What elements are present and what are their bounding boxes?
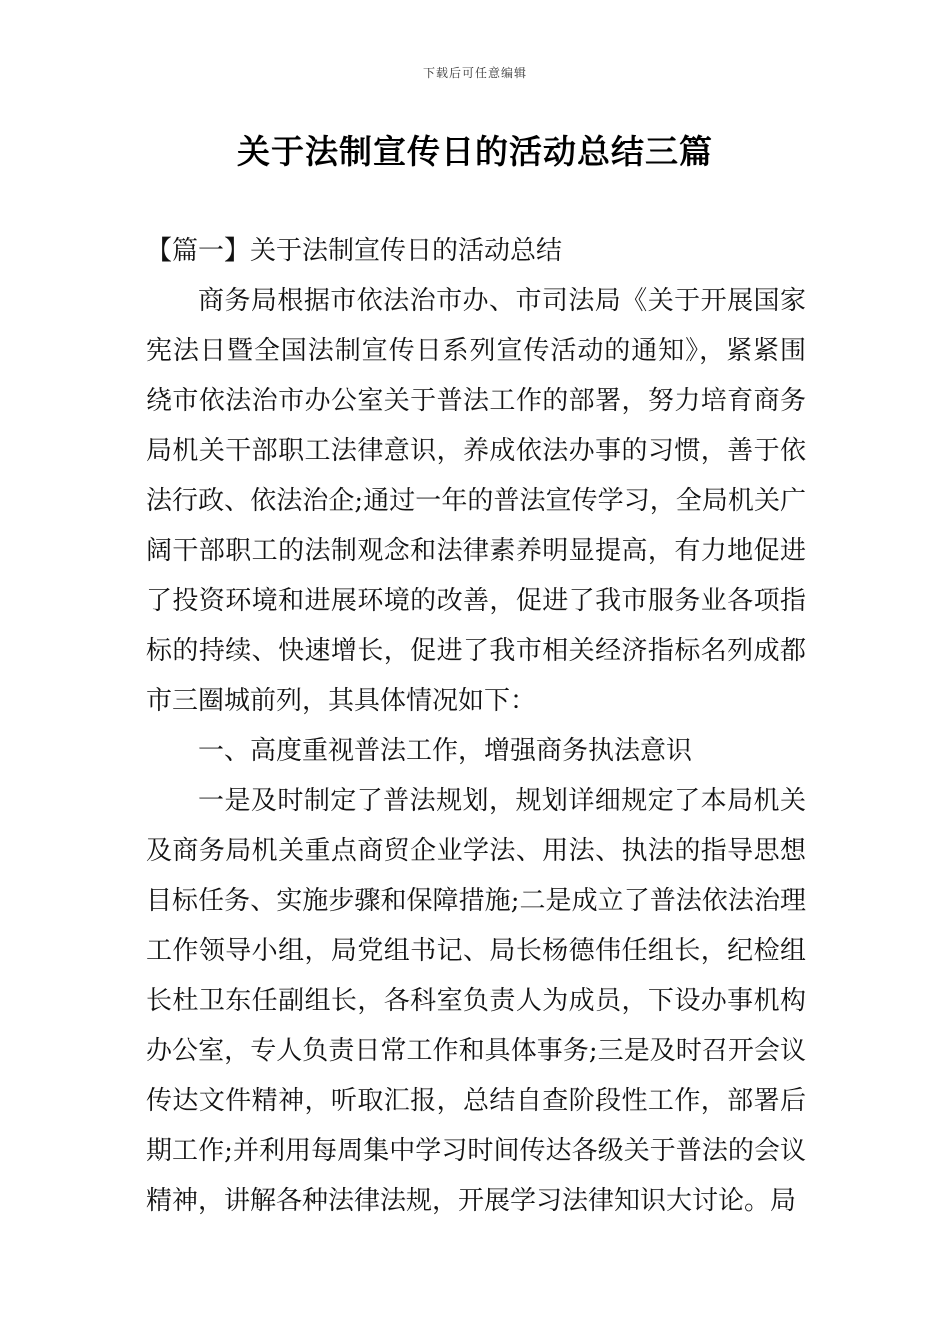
- section-heading: 【篇一】关于法制宣传日的活动总结: [146, 236, 563, 266]
- header-note: 下载后可任意编辑: [422, 66, 527, 80]
- document-body: [146, 226, 806, 1226]
- paragraph-subheading: 一、高度重视普法工作，增强商务执法意识: [198, 736, 693, 766]
- document-title: 关于法制宣传日的活动总结三篇: [237, 132, 713, 171]
- paragraph-details: 一是及时制定了普法规划，规划详细规定了本局机关及商务局机关重点商贸企业学法、用法、执法的指导思想目标任务、实施步骤和保障措施;二是成立了普法依法治理工作领导小组，局党组书记、局长杨德伟任组长，纪检组长杜卫东任副组长，各科室负责人为成员，下设办事机构办公室，专人负责日常工作和具体事务;三是及时召开会议传达文件精神，听取汇报，总结自查阶段性工作，部署后期工作;并利用每周集中学习时间传达各级关于普法的会议精神，讲解各种法律法规，开展学习法律知识大讨论。局: [146, 786, 806, 1216]
- paragraph-intro: 商务局根据市依法治市办、市司法局《关于开展国家宪法日暨全国法制宣传日系列宣传活动的通知》，紧紧围绕市依法治市办公室关于普法工作的部署，努力培育商务局机关干部职工法律意识，养成依法办事的习惯，善于依法行政、依法治企;通过一年的普法宣传学习，全局机关广阔干部职工的法制观念和法律素养明显提高，有力地促进了投资环境和进展环境的改善，促进了我市服务业各项指标的持续、快速增长，促进了我市相关经济指标名列成都市三圈城前列，其具体情况如下：: [146, 286, 806, 716]
